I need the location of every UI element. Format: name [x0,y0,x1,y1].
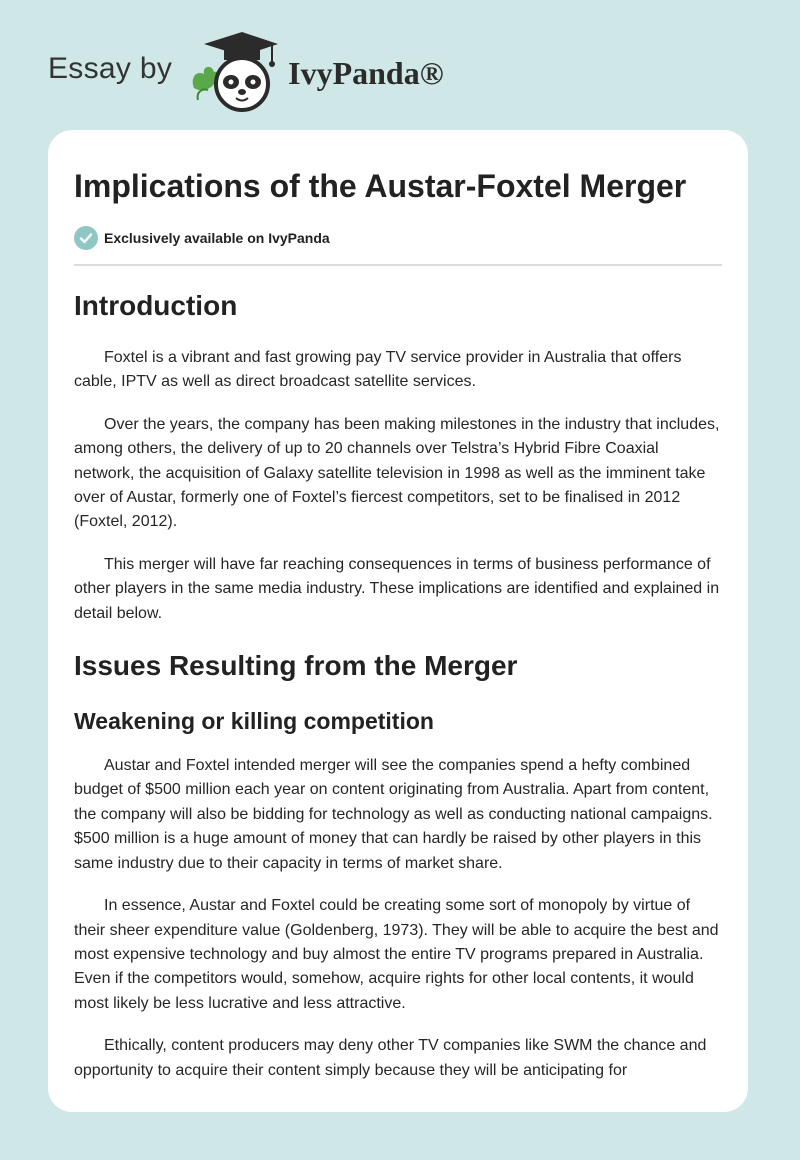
subsection-heading: Weakening or killing competition [74,708,434,735]
paragraph: Austar and Foxtel intended merger will see the companies spend a hefty combined budget of $500 million each year on content originating from Australia. Apart from content, the company will also be bidding for technology as well as conducting national campaigns. $500 million is a huge amount of money that can hardly be raised by other players in this same industry due to their capacity in terms of market share. [74,757,713,872]
paragraph: Ethically, content producers may deny other TV companies like SWM the chance and opportunity to acquire their content simply because they will be anticipating for [74,1037,707,1079]
paragraph: This merger will have far reaching consequences in terms of business performance of other players in the same media industry. These implications are identified and explained in detail below. [74,555,720,622]
divider [74,264,722,266]
article-card [48,130,748,1112]
article-title: Implications of the Austar-Foxtel Merger [74,168,687,204]
section-heading: Issues Resulting from the Merger [74,650,518,682]
paragraph: Over the years, the company has been making milestones in the industry that includes, among others, the delivery of up to 20 channels over Telstra’s Hybrid Fibre Coaxial network, the acquisition of Galaxy satellite television in 1998 as well as the imminent take over of Austar, formerly one of Foxtel’s fiercest competitors, set to be finalised in 2012 (Foxtel, 2012). [74,415,720,531]
checkmark-icon [74,226,98,250]
paragraph: Foxtel is a vibrant and fast growing pay TV service provider in Australia that offers cable, IPTV as well as direct broadcast satellite services. [74,349,682,391]
site-header [48,32,444,112]
brand-prefix: Essay by [48,52,173,85]
exclusive-badge-label: Exclusively available on IvyPanda [104,230,330,246]
brand-name[interactable]: IvyPanda® [288,54,444,91]
paragraph: In essence, Austar and Foxtel could be creating some sort of monopoly by virtue of their sheer expenditure value (Goldenberg, 1973). They will be able to acquire the best and most expensive technology and buy almost the entire TV programs prepared in Australia. Even if the competitors would, somehow, acquire rights for other local contents, it would most likely be less lucrative and less attractive. [74,897,719,1012]
section-heading: Introduction [74,290,238,321]
panda-logo-icon[interactable] [186,30,282,114]
exclusive-badge [74,226,722,250]
